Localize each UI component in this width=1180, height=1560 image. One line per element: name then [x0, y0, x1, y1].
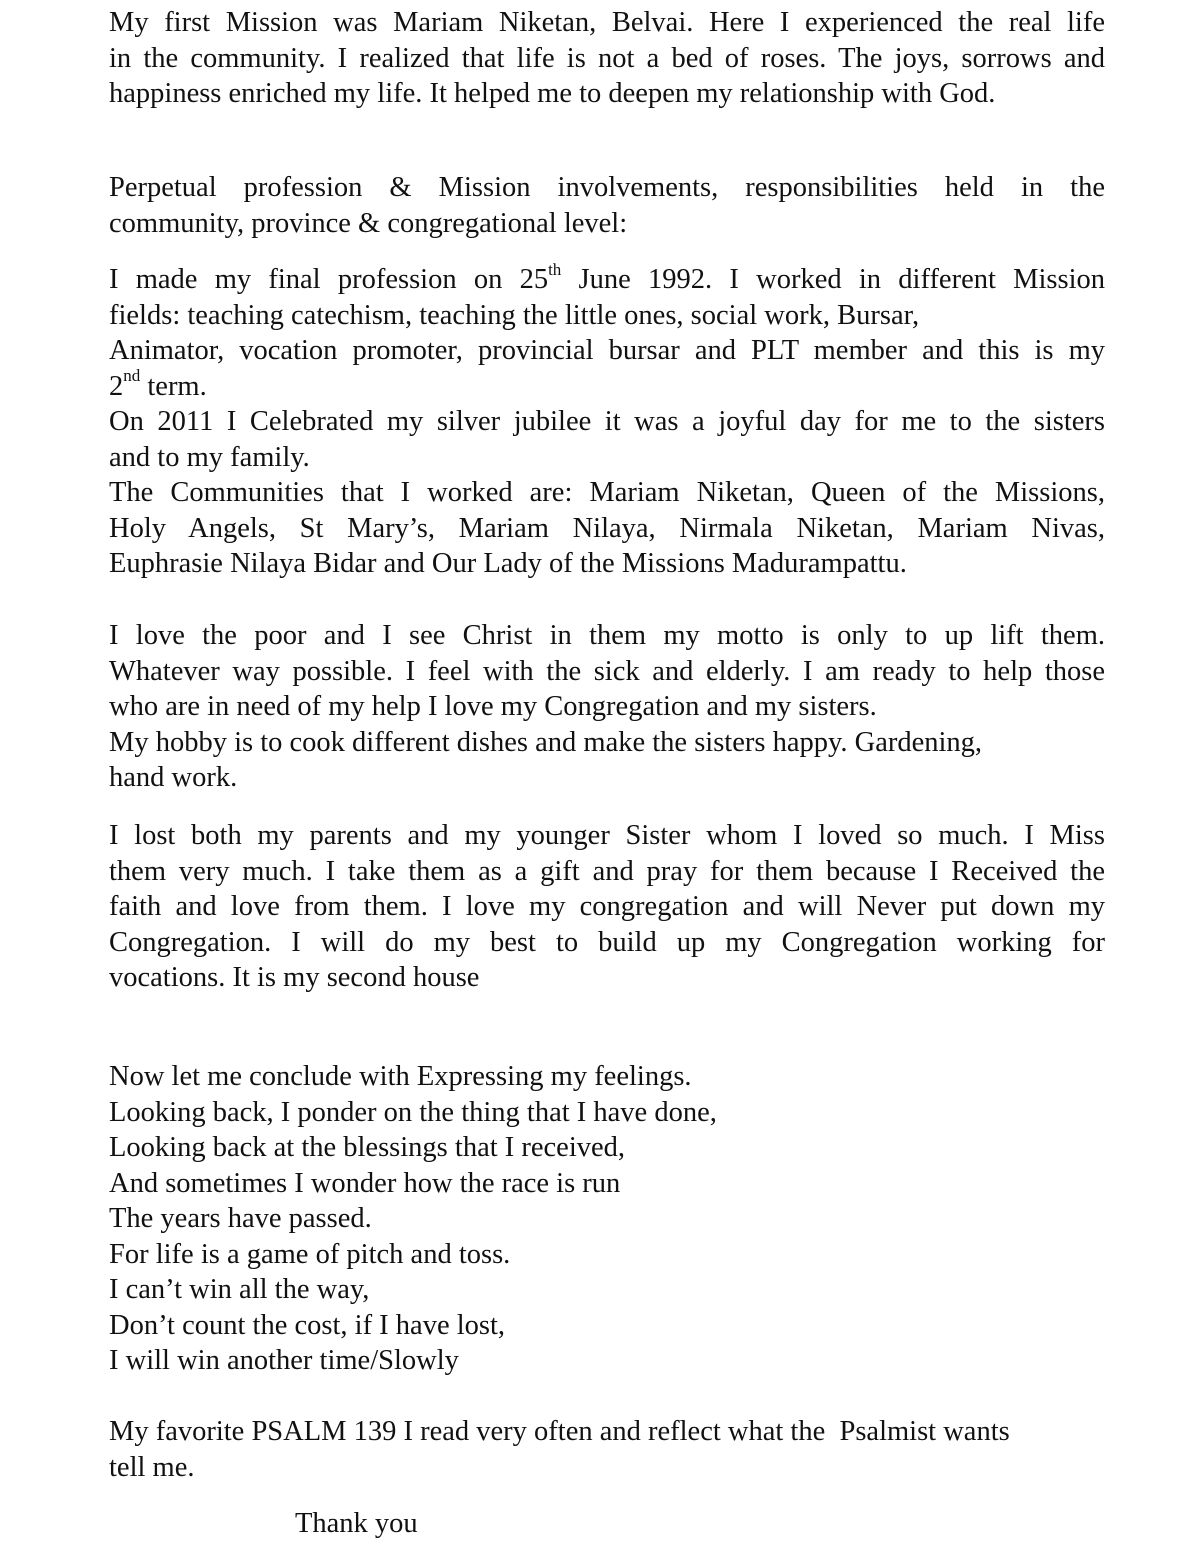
- text-line: community, province & congregational level:: [109, 207, 628, 239]
- text-line: faith and love from them. I love my congregation and will Never put down my: [109, 891, 1105, 922]
- text-line: fields: teaching catechism, teaching the little ones, social work, Bursar,: [109, 299, 920, 331]
- poem-line: I can’t win all the way,: [109, 1274, 370, 1305]
- text-line: Perpetual profession & Mission involvements, responsibilities held in the: [109, 172, 1105, 203]
- poem-line: Now let me conclude with Expressing my feelings.: [109, 1061, 692, 1092]
- poem-conclusion: [109, 1059, 1105, 1379]
- text-line: On 2011 I Celebrated my silver jubilee it was a joyful day for me to the sisters: [109, 406, 1105, 437]
- text-line: My favorite PSALM 139 I read very often and reflect what the Psalmist wants: [109, 1416, 1010, 1447]
- text-line: My first Mission was Mariam Niketan, Belvai. Here I experienced the real life: [109, 7, 1105, 38]
- poem-line: I will win another time/Slowly: [109, 1345, 459, 1376]
- text-line: My hobby is to cook different dishes and make the sisters happy. Gardening,: [109, 726, 983, 758]
- text-line: Congregation. I will do my best to build up my Congregation working for: [109, 926, 1105, 958]
- poem-line: For life is a game of pitch and toss.: [109, 1238, 511, 1270]
- poem-line: And sometimes I wonder how the race is run: [109, 1167, 621, 1199]
- poem-line: The years have passed.: [109, 1203, 372, 1234]
- paragraph-lost-parents: [109, 818, 1105, 996]
- text-line: [109, 366, 1105, 405]
- text-line: Holy Angels, St Mary’s, Mariam Nilaya, Nirmala Niketan, Mariam Nivas,: [109, 512, 1105, 544]
- superscript: nd: [123, 366, 141, 385]
- text-segment: I made my final profession on 25: [109, 264, 549, 295]
- superscript: th: [548, 259, 562, 279]
- text-line: them very much. I take them as a gift and pray for them because I Received the: [109, 855, 1105, 887]
- text-line: and to my family.: [109, 441, 310, 473]
- text-line: Euphrasie Nilaya Bidar and Our Lady of the Missions Madurampattu.: [109, 548, 907, 579]
- text-line: in the community. I realized that life is not a bed of roses. The joys, sorrows and: [109, 42, 1105, 74]
- text-segment: 2: [109, 370, 124, 402]
- text-line: who are in need of my help I love my Congregation and my sisters.: [109, 691, 877, 722]
- paragraph-final-profession: [109, 259, 1105, 582]
- poem-line: Looking back at the blessings that I received,: [109, 1132, 626, 1163]
- paragraph-perpetual-profession-heading: [109, 170, 1105, 241]
- poem-line: Looking back, I ponder on the thing that I have done,: [109, 1096, 717, 1128]
- text-line: tell me.: [109, 1451, 195, 1483]
- text-line: I lost both my parents and my younger Sister whom I loved so much. I Miss: [109, 820, 1105, 851]
- text-line: Whatever way possible. I feel with the sick and elderly. I am ready to help those: [109, 655, 1105, 687]
- closing-thank-you: Thank you: [295, 1508, 418, 1539]
- text-line: [109, 259, 1105, 298]
- text-line: happiness enriched my life. It helped me to deepen my relationship with God.: [109, 78, 996, 109]
- paragraph-favorite-psalm: [109, 1414, 1105, 1485]
- text-line: The Communities that I worked are: Mariam Niketan, Queen of the Missions,: [109, 477, 1105, 508]
- text-line: Animator, vocation promoter, provincial bursar and PLT member and this is my: [109, 335, 1105, 366]
- text-line: hand work.: [109, 762, 238, 793]
- paragraph-first-mission: [109, 5, 1105, 112]
- poem-line: Don’t count the cost, if I have lost,: [109, 1309, 506, 1341]
- text-line: I love the poor and I see Christ in them my motto is only to up lift them.: [109, 620, 1105, 651]
- text-segment: June 1992. I worked in different Mission: [561, 264, 1105, 295]
- text-line: vocations. It is my second house: [109, 962, 480, 993]
- text-segment: term.: [140, 370, 207, 402]
- paragraph-love-the-poor: [109, 618, 1105, 796]
